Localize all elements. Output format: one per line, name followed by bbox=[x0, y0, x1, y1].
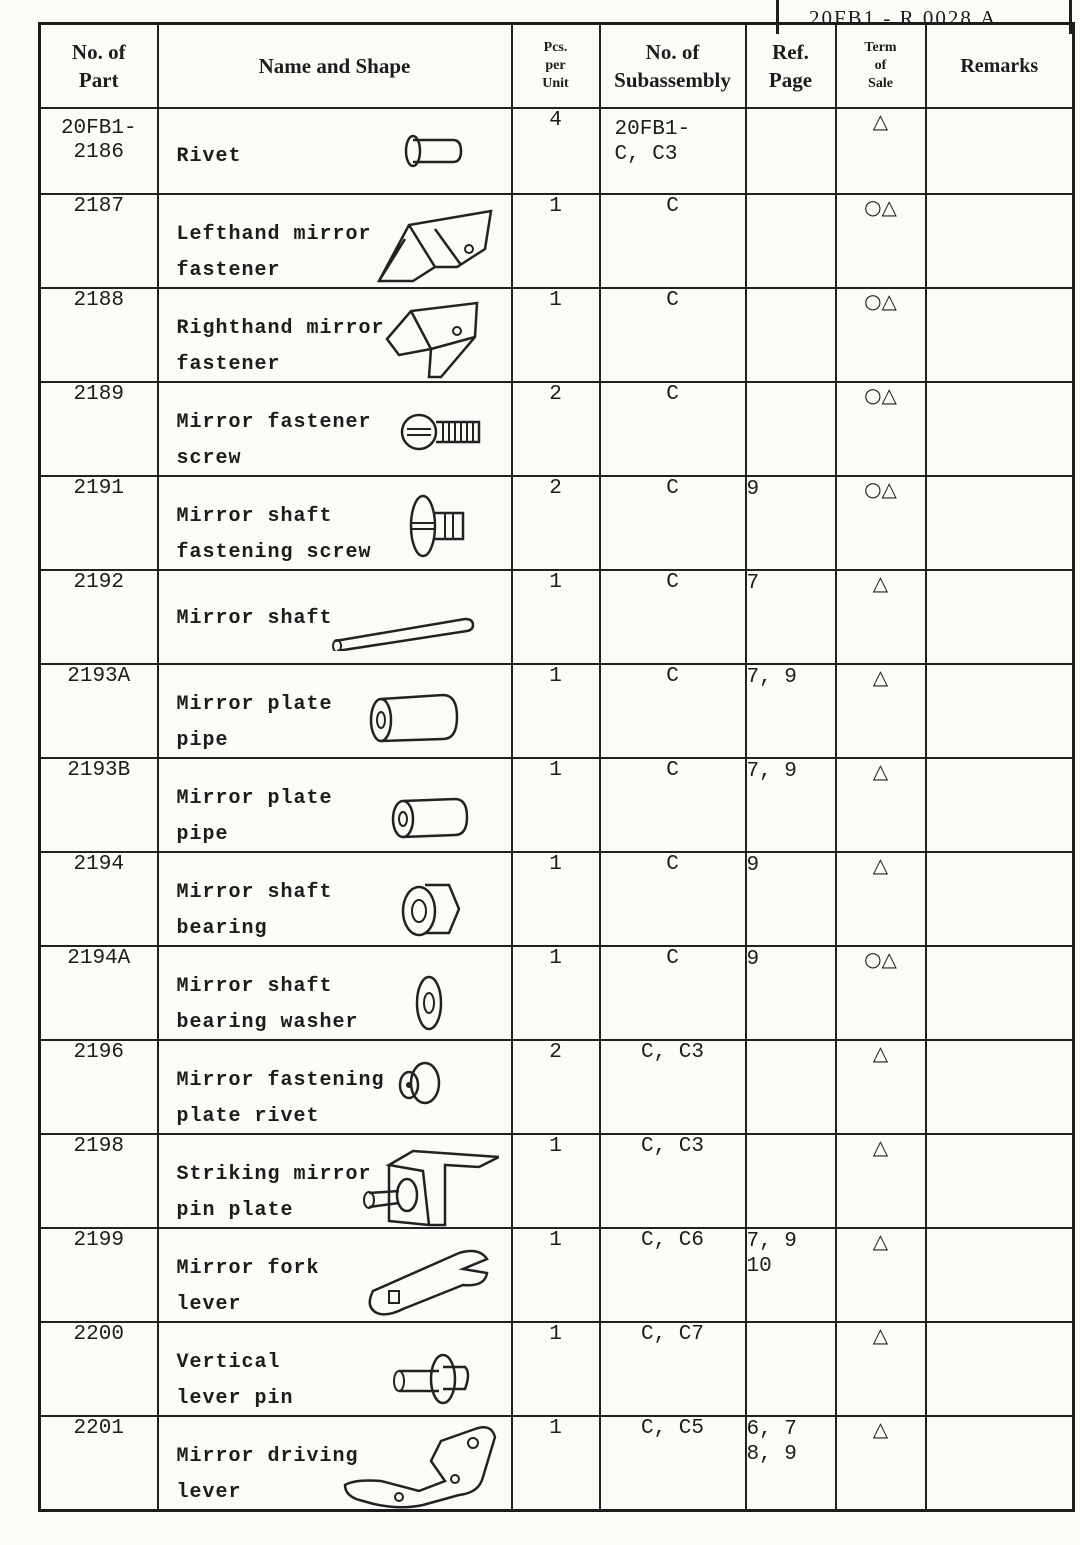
subassembly-line: C, C3 bbox=[640, 1041, 704, 1064]
part-number-line: 2189 bbox=[73, 383, 124, 406]
part-number-line: 2201 bbox=[73, 1417, 124, 1440]
part-name-line-1: Righthand mirror bbox=[176, 317, 385, 340]
subassembly-line: C bbox=[666, 571, 679, 594]
pieces-per-unit: 1 bbox=[512, 1322, 600, 1416]
part-name-cell bbox=[158, 194, 512, 288]
ref-page bbox=[746, 194, 836, 288]
subassembly-line: C, C3 bbox=[614, 143, 678, 167]
part-name-line-1: Lefthand mirror bbox=[176, 223, 372, 246]
table-row bbox=[40, 1322, 1074, 1416]
term-of-sale: △ bbox=[836, 570, 926, 664]
pieces-per-unit: 1 bbox=[512, 1134, 600, 1228]
table-row bbox=[40, 852, 1074, 946]
subassembly bbox=[600, 1322, 746, 1416]
part-name-line-2: fastener bbox=[176, 353, 281, 376]
term-of-sale: ○△ bbox=[836, 288, 926, 382]
ref-page bbox=[746, 758, 836, 852]
remarks bbox=[926, 758, 1074, 852]
term-of-sale: △ bbox=[836, 1134, 926, 1228]
pieces-per-unit: 2 bbox=[512, 382, 600, 476]
part-name-cell bbox=[158, 946, 512, 1040]
table-row bbox=[40, 1416, 1074, 1511]
pieces-per-unit: 2 bbox=[512, 476, 600, 570]
subassembly bbox=[600, 476, 746, 570]
ref-page bbox=[746, 664, 836, 758]
part-number bbox=[40, 194, 158, 288]
subassembly-line: C bbox=[666, 289, 679, 312]
ref-page bbox=[746, 476, 836, 570]
pieces-per-unit: 1 bbox=[512, 852, 600, 946]
part-name-line-1: Mirror fastening bbox=[176, 1069, 385, 1092]
term-of-sale: ○△ bbox=[836, 946, 926, 1040]
remarks bbox=[926, 852, 1074, 946]
part-name-line-1: Mirror shaft bbox=[176, 607, 333, 630]
subassembly bbox=[600, 108, 746, 194]
subassembly bbox=[600, 382, 746, 476]
part-number-line: 2192 bbox=[73, 571, 124, 594]
part-number-line: 2187 bbox=[73, 195, 124, 218]
subassembly bbox=[600, 570, 746, 664]
pieces-per-unit: 1 bbox=[512, 1228, 600, 1322]
subassembly-line: C, C5 bbox=[640, 1417, 704, 1440]
part-name-line-2: bearing washer bbox=[176, 1011, 359, 1034]
ref-page bbox=[746, 852, 836, 946]
term-of-sale: △ bbox=[836, 108, 926, 194]
part-name-line-2: bearing bbox=[176, 917, 268, 940]
part-number-line: 2194A bbox=[67, 947, 131, 970]
ref-page bbox=[746, 382, 836, 476]
pieces-per-unit: 1 bbox=[512, 758, 600, 852]
part-name-line-2: plate rivet bbox=[176, 1105, 320, 1128]
subassembly-line: 20FB1- bbox=[614, 118, 691, 141]
part-name-line-2: lever bbox=[176, 1293, 242, 1316]
header-term: Term of Sale bbox=[836, 24, 926, 109]
pieces-per-unit: 1 bbox=[512, 194, 600, 288]
part-name-line-2: pin plate bbox=[176, 1199, 294, 1222]
subassembly bbox=[600, 194, 746, 288]
part-number bbox=[40, 664, 158, 758]
part-number bbox=[40, 946, 158, 1040]
part-number bbox=[40, 382, 158, 476]
part-name-line-1: Mirror plate bbox=[176, 693, 333, 716]
part-number bbox=[40, 1040, 158, 1134]
part-name-line-1: Vertical bbox=[176, 1351, 281, 1374]
subassembly bbox=[600, 852, 746, 946]
part-name-line-1: Mirror shaft bbox=[176, 505, 333, 528]
pieces-per-unit: 1 bbox=[512, 1416, 600, 1511]
ref-page-line-1: 7, 9 bbox=[746, 1230, 797, 1253]
remarks bbox=[926, 476, 1074, 570]
remarks bbox=[926, 1228, 1074, 1322]
remarks bbox=[926, 1322, 1074, 1416]
remarks bbox=[926, 1134, 1074, 1228]
part-name-cell bbox=[158, 108, 512, 194]
part-name-line-2: pipe bbox=[176, 729, 229, 752]
part-name-line-2: fastener bbox=[176, 259, 281, 282]
part-name-line-2: lever pin bbox=[176, 1387, 294, 1410]
ref-page bbox=[746, 1322, 836, 1416]
ref-page-line-1: 9 bbox=[746, 478, 760, 501]
part-name-line-1: Rivet bbox=[176, 145, 242, 168]
remarks bbox=[926, 108, 1074, 194]
part-name-line-1: Mirror driving bbox=[176, 1445, 359, 1468]
table-row bbox=[40, 108, 1074, 194]
term-of-sale: △ bbox=[836, 1416, 926, 1511]
header-ref: Ref. Page bbox=[746, 24, 836, 109]
part-number bbox=[40, 758, 158, 852]
table-row bbox=[40, 476, 1074, 570]
header-row bbox=[40, 24, 1074, 109]
table-row bbox=[40, 664, 1074, 758]
ref-page bbox=[746, 1228, 836, 1322]
ref-page bbox=[746, 1416, 836, 1511]
ref-page-line-2: 8, 9 bbox=[746, 1443, 797, 1467]
term-of-sale: △ bbox=[836, 1228, 926, 1322]
part-number-line: 2193A bbox=[67, 665, 131, 688]
ref-page bbox=[746, 570, 836, 664]
header-name: Name and Shape bbox=[158, 24, 512, 109]
part-number-line: 2194 bbox=[73, 853, 124, 876]
ref-page-line-1: 9 bbox=[746, 948, 760, 971]
part-number bbox=[40, 476, 158, 570]
remarks bbox=[926, 288, 1074, 382]
pieces-per-unit: 1 bbox=[512, 288, 600, 382]
part-name-cell bbox=[158, 1040, 512, 1134]
part-name-line-1: Mirror fastener bbox=[176, 411, 372, 434]
table-row bbox=[40, 1134, 1074, 1228]
remarks bbox=[926, 1040, 1074, 1134]
part-name-line-2: fastening screw bbox=[176, 541, 372, 564]
subassembly bbox=[600, 1228, 746, 1322]
table-row bbox=[40, 1228, 1074, 1322]
subassembly-line: C bbox=[666, 665, 679, 688]
pieces-per-unit: 4 bbox=[512, 108, 600, 194]
pieces-per-unit: 2 bbox=[512, 1040, 600, 1134]
pieces-per-unit: 1 bbox=[512, 664, 600, 758]
part-name-cell bbox=[158, 1228, 512, 1322]
part-number-line: 2199 bbox=[73, 1229, 124, 1252]
subassembly-line: C bbox=[666, 853, 679, 876]
ref-page-line-1: 7, 9 bbox=[746, 760, 797, 783]
ref-page-line-1: 7 bbox=[746, 572, 760, 595]
subassembly bbox=[600, 1040, 746, 1134]
part-number bbox=[40, 1228, 158, 1322]
header-subassembly: No. of Subassembly bbox=[600, 24, 746, 109]
ref-page bbox=[746, 288, 836, 382]
remarks bbox=[926, 946, 1074, 1040]
ref-page-line-1: 9 bbox=[746, 854, 760, 877]
part-number-line: 20FB1- bbox=[60, 117, 137, 140]
subassembly bbox=[600, 1134, 746, 1228]
part-number bbox=[40, 288, 158, 382]
remarks bbox=[926, 570, 1074, 664]
term-of-sale: ○△ bbox=[836, 382, 926, 476]
part-number-line: 2191 bbox=[73, 477, 124, 500]
part-name-cell bbox=[158, 664, 512, 758]
term-of-sale: ○△ bbox=[836, 476, 926, 570]
subassembly bbox=[600, 758, 746, 852]
part-number-line: 2186 bbox=[73, 141, 124, 165]
ref-page-line-2: 10 bbox=[746, 1255, 772, 1279]
header-pcs: Pcs. per Unit bbox=[512, 24, 600, 109]
part-number bbox=[40, 1416, 158, 1511]
header-remarks: Remarks bbox=[926, 24, 1074, 109]
part-name-cell bbox=[158, 758, 512, 852]
ref-page-line-1: 6, 7 bbox=[746, 1418, 797, 1441]
part-number-line: 2193B bbox=[67, 759, 131, 782]
table-row bbox=[40, 382, 1074, 476]
part-name-line-2: lever bbox=[176, 1481, 242, 1504]
term-of-sale: △ bbox=[836, 758, 926, 852]
subassembly-line: C bbox=[666, 759, 679, 782]
remarks bbox=[926, 1416, 1074, 1511]
subassembly-line: C, C7 bbox=[640, 1323, 704, 1346]
part-number bbox=[40, 108, 158, 194]
term-of-sale: △ bbox=[836, 1040, 926, 1134]
table-row bbox=[40, 570, 1074, 664]
part-number bbox=[40, 852, 158, 946]
table-row bbox=[40, 946, 1074, 1040]
subassembly bbox=[600, 1416, 746, 1511]
part-number bbox=[40, 570, 158, 664]
remarks bbox=[926, 382, 1074, 476]
part-name-cell bbox=[158, 1416, 512, 1511]
pieces-per-unit: 1 bbox=[512, 570, 600, 664]
subassembly-line: C bbox=[666, 383, 679, 406]
subassembly bbox=[600, 664, 746, 758]
pieces-per-unit: 1 bbox=[512, 946, 600, 1040]
part-name-cell bbox=[158, 852, 512, 946]
subassembly-line: C bbox=[666, 947, 679, 970]
subassembly-line: C bbox=[666, 477, 679, 500]
ref-page-line-1: 7, 9 bbox=[746, 666, 797, 689]
part-number bbox=[40, 1322, 158, 1416]
term-of-sale: △ bbox=[836, 664, 926, 758]
subassembly-line: C, C6 bbox=[640, 1229, 704, 1252]
term-of-sale: ○△ bbox=[836, 194, 926, 288]
part-number-line: 2200 bbox=[73, 1323, 124, 1346]
part-name-line-2: pipe bbox=[176, 823, 229, 846]
table-row bbox=[40, 288, 1074, 382]
part-name-line-1: Mirror plate bbox=[176, 787, 333, 810]
part-name-cell bbox=[158, 476, 512, 570]
part-name-line-1: Mirror shaft bbox=[176, 975, 333, 998]
header-part: No. of Part bbox=[40, 24, 158, 109]
ref-page bbox=[746, 1134, 836, 1228]
term-of-sale: △ bbox=[836, 852, 926, 946]
table-row bbox=[40, 194, 1074, 288]
part-name-cell bbox=[158, 1134, 512, 1228]
part-number-line: 2188 bbox=[73, 289, 124, 312]
table-row bbox=[40, 758, 1074, 852]
part-name-cell bbox=[158, 1322, 512, 1416]
parts-table bbox=[38, 22, 1075, 1512]
part-number-line: 2198 bbox=[73, 1135, 124, 1158]
subassembly bbox=[600, 946, 746, 1040]
remarks bbox=[926, 664, 1074, 758]
part-number bbox=[40, 1134, 158, 1228]
part-name-cell bbox=[158, 288, 512, 382]
subassembly bbox=[600, 288, 746, 382]
remarks bbox=[926, 194, 1074, 288]
term-of-sale: △ bbox=[836, 1322, 926, 1416]
part-name-cell bbox=[158, 382, 512, 476]
part-number-line: 2196 bbox=[73, 1041, 124, 1064]
part-name-line-1: Striking mirror bbox=[176, 1163, 372, 1186]
document-code: 20FB1 - R.0028.A bbox=[776, 0, 1072, 34]
subassembly-line: C, C3 bbox=[640, 1135, 704, 1158]
subassembly-line: C bbox=[666, 195, 679, 218]
ref-page bbox=[746, 946, 836, 1040]
ref-page bbox=[746, 1040, 836, 1134]
ref-page bbox=[746, 108, 836, 194]
part-name-cell bbox=[158, 570, 512, 664]
table-row bbox=[40, 1040, 1074, 1134]
part-name-line-1: Mirror shaft bbox=[176, 881, 333, 904]
part-name-line-2: screw bbox=[176, 447, 242, 470]
part-name-line-1: Mirror fork bbox=[176, 1257, 320, 1280]
